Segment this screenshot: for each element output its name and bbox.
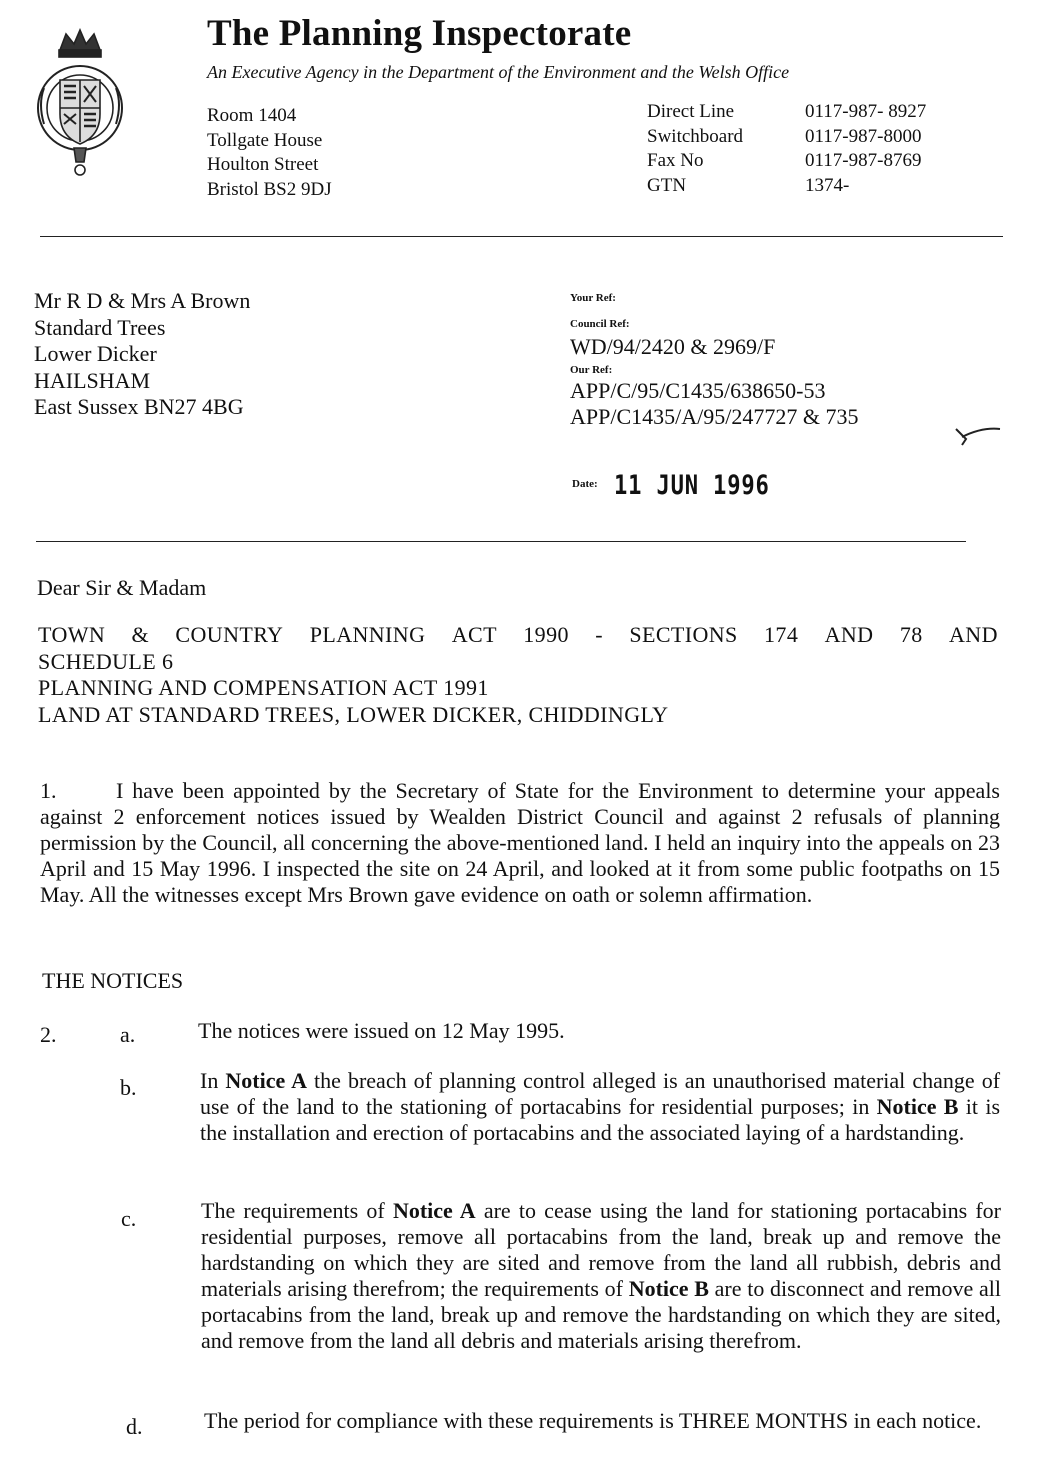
organisation-title: The Planning Inspectorate (207, 13, 632, 54)
recipient-line: HAILSHAM (34, 367, 151, 393)
subject-word: SECTIONS (629, 622, 738, 647)
recipient-line: Mr R D & Mrs A Brown (34, 288, 251, 313)
item-letter: c. (121, 1206, 137, 1231)
item-text (200, 1068, 1000, 1146)
text-run: The notices were issued on 12 May 1995. (198, 1018, 565, 1043)
paragraph-text: I have been appointed by the Secretary of State for the Environment to determine your appeals against 2 enforcement notices issued by Wealden District Council and against 2 refusals of planning permission by the Council, all concerning the above-mentioned land. I held an inquiry into the appeals on 23 April and 15 May 1996. I inspected the site on 24 April, and looked at it from some public footpaths on 15 May. All the witnesses except Mrs Brown gave evidence on oath or solemn affirmation. (40, 778, 1000, 907)
subject-word: 78 (899, 622, 923, 647)
your-ref-label: Your Ref: (570, 292, 616, 304)
contact-value: 1374- (805, 174, 850, 196)
address-line: Tollgate House (207, 129, 323, 151)
subject-line: PLANNING AND COMPENSATION ACT 1991 (38, 675, 489, 700)
contact-label: Switchboard (647, 125, 744, 147)
section-heading: THE NOTICES (42, 968, 184, 993)
our-ref-value: APP/C1435/A/95/247727 & 735 (570, 404, 859, 429)
organisation-subtitle: An Executive Agency in the Department of the Environment and the Welsh Office (207, 62, 790, 82)
subject-word: - (595, 622, 603, 647)
subject-line (38, 622, 998, 649)
address-line: Houlton Street (207, 154, 319, 175)
text-run: In (200, 1068, 226, 1093)
paragraph-number: 1. (40, 778, 57, 803)
item-text (198, 1018, 998, 1044)
item-text (204, 1408, 1004, 1434)
subject-word: 1990 (523, 622, 569, 647)
text-run: it is the installation and erection of portacabins and the associated laying of a hardstanding. (200, 1094, 1000, 1145)
subject-line: LAND AT STANDARD TREES, LOWER DICKER, CHIDDINGLY (38, 701, 669, 727)
text-run: The period for compliance with these requirements is THREE MONTHS in each notice. (204, 1408, 982, 1433)
contact-row-fax (647, 149, 926, 174)
contact-row-gtn (647, 174, 926, 199)
notice-name: Notice B (628, 1276, 709, 1301)
text-run: the breach of planning control alleged is an unauthorised material change of use of the land to the stationing of portacabins for residential purposes; in (200, 1068, 1001, 1119)
subject-word: AND (949, 622, 998, 647)
contact-label: GTN (647, 174, 687, 196)
item-letter: a. (120, 1022, 136, 1047)
notice-name: Notice A (225, 1068, 307, 1093)
date-label: Date: (572, 478, 598, 490)
contact-value: 0117-987-8000 (805, 125, 922, 147)
date-stamp: 11 JUN 1996 (614, 470, 770, 501)
item-text (201, 1198, 1001, 1354)
subject-word: COUNTRY (175, 622, 284, 647)
contact-row-direct-line (647, 100, 926, 125)
royal-coat-of-arms-icon (30, 28, 130, 178)
subject-word: AND (824, 622, 874, 647)
subject-word: PLANNING (309, 622, 426, 647)
text-run: are to disconnect and remove all portacabins from the land, break up and remove the hardstanding on which they are sited, and remove from the land all debris and materials arising therefrom. (201, 1276, 1001, 1353)
contact-value: 0117-987-8769 (805, 150, 922, 171)
our-ref-value: APP/C/95/C1435/638650-53 (570, 378, 826, 403)
address-line: Room 1404 (207, 105, 297, 126)
contact-value: 0117-987- 8927 (805, 101, 927, 122)
subject-word: TOWN (38, 622, 106, 647)
recipient-line: East Sussex BN27 4BG (34, 394, 244, 419)
reference-block (570, 292, 858, 430)
council-ref-value: WD/94/2420 & 2969/F (570, 334, 776, 359)
subject-word: & (131, 622, 150, 647)
header-divider (40, 236, 1003, 237)
subject-word: ACT (451, 622, 497, 647)
recipient-line: Lower Dicker (34, 341, 157, 366)
recipient-address (34, 288, 250, 421)
contact-label: Direct Line (647, 101, 735, 122)
contact-label: Fax No (647, 150, 704, 171)
notice-name: Notice A (392, 1198, 476, 1223)
text-run: The requirements of (201, 1198, 393, 1223)
salutation: Dear Sir & Madam (37, 575, 207, 600)
sender-address (207, 104, 332, 202)
paragraph-number: 2. (40, 1022, 57, 1047)
text-run: are to cease using the land for stationing portacabins for residential purposes, remove all portacabins from the land, break up and remove the hardstanding on which they are sited and remove from the land all rubbish, debris and materials arising therefrom; the requirements of (201, 1198, 1001, 1301)
contact-row-switchboard (647, 125, 926, 150)
item-letter: b. (120, 1075, 137, 1100)
notice-name: Notice B (876, 1094, 959, 1119)
contact-details (647, 100, 926, 198)
address-line: Bristol BS2 9DJ (207, 178, 332, 200)
subject-line: SCHEDULE 6 (38, 648, 174, 674)
council-ref-label: Council Ref: (570, 318, 630, 330)
recipient-line: Standard Trees (34, 314, 166, 340)
subject-word: 174 (764, 622, 799, 647)
item-letter: d. (126, 1414, 143, 1439)
our-ref-label: Our Ref: (570, 364, 613, 376)
paragraph-1 (40, 778, 1000, 908)
handwritten-mark-icon (952, 415, 1012, 455)
reference-divider (36, 541, 966, 542)
subject-heading (38, 622, 998, 728)
